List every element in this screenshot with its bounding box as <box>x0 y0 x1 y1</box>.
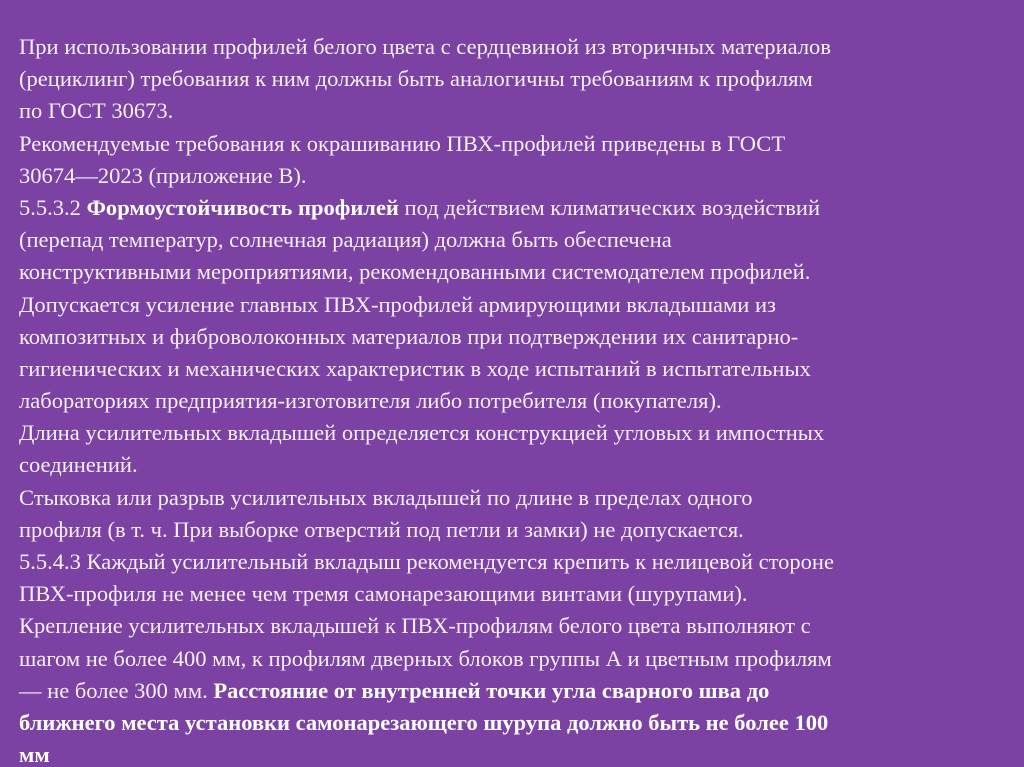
text-run: профиля (в т. ч. При выборке отверстий под петли и замки) не допускается. <box>19 516 744 542</box>
text-line <box>19 449 1016 481</box>
text-run: Длина усилительных вкладышей определяется конструкцией угловых и импостных <box>19 420 825 446</box>
text-run: соединений. <box>19 452 138 478</box>
text-line <box>19 353 1016 385</box>
text-run: 5.5.4.3 Каждый усилительный вкладыш рекомендуется крепить к нелицевой стороне <box>19 549 834 574</box>
text-run: Крепление усилительных вкладышей к ПВХ-профилям белого цвета выполняют с <box>19 613 811 639</box>
text-run: Допускается усиление главных ПВХ-профилей армирующими вкладышами из <box>19 291 776 317</box>
text-line <box>19 160 1016 192</box>
bold-text: Расстояние от внутренней точки угла сварного шва до <box>213 677 770 703</box>
text-line <box>19 546 1016 578</box>
text-run: (перепад температур, солнечная радиация) должна быть обеспечена <box>19 227 672 253</box>
slide-text-body <box>19 31 1019 767</box>
text-line <box>19 482 1016 514</box>
text-line <box>19 739 1016 767</box>
text-run: — не более 300 мм. <box>19 677 214 703</box>
text-line <box>19 643 1016 675</box>
text-line <box>19 31 1016 63</box>
text-run: конструктивными мероприятиями, рекомендованными системодателем профилей. <box>19 259 811 285</box>
text-line <box>19 707 1016 739</box>
text-run: Стыковка или разрыв усилительных вкладышей по длине в пределах одного <box>19 484 753 510</box>
text-run: лабораториях предприятия-изготовителя либо потребителя (покупателя). <box>19 388 722 414</box>
text-run: (рециклинг) требования к ним должны быть аналогичны требованиям к профилям <box>19 66 813 92</box>
text-line <box>19 385 1016 417</box>
text-line <box>19 289 1016 321</box>
text-line <box>19 321 1016 353</box>
bold-text: мм <box>19 742 50 767</box>
text-line <box>19 610 1016 642</box>
text-run: композитных и фиброволоконных материалов при подтверждении их санитарно- <box>19 323 799 349</box>
text-run: 5.5.3.2 <box>19 194 87 220</box>
text-line <box>19 224 1016 256</box>
text-line <box>19 256 1016 288</box>
text-run: 30674—2023 (приложение В). <box>19 162 307 188</box>
text-run: ПВХ-профиля не менее чем тремя самонарезающими винтами (шурупами). <box>19 581 748 607</box>
text-line <box>19 578 1016 610</box>
text-line <box>19 417 1016 449</box>
text-run: по ГОСТ 30673. <box>19 98 174 124</box>
text-line <box>19 514 1016 546</box>
text-line <box>19 63 1016 95</box>
text-run: под действием климатических воздействий <box>398 194 821 220</box>
text-line <box>19 192 1016 224</box>
bold-text: Формоустойчивость профилей <box>86 194 399 220</box>
text-run: При использовании профилей белого цвета с сердцевиной из вторичных материалов <box>19 34 831 59</box>
text-run: гигиенических и механических характеристик в ходе испытаний в испытательных <box>19 355 811 381</box>
bold-text: ближнего места установки самонарезающего шурупа должно быть не более 100 <box>19 709 829 735</box>
text-line <box>19 95 1016 127</box>
text-run: Рекомендуемые требования к окрашиванию ПВХ-профилей приведены в ГОСТ <box>19 130 786 156</box>
text-run: шагом не более 400 мм, к профилям дверных блоков группы А и цветным профилям <box>19 645 832 671</box>
text-line <box>19 128 1016 160</box>
text-line <box>19 675 1016 707</box>
